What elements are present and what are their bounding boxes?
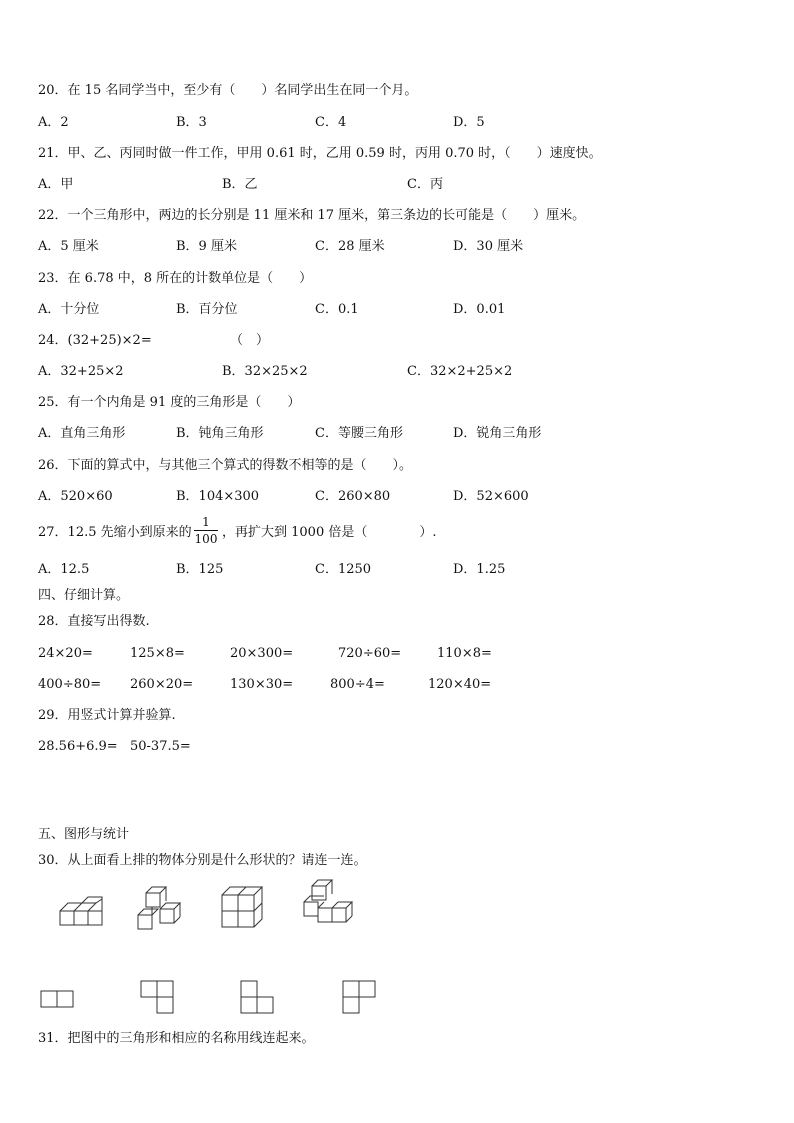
q20-option-b: B．3 (176, 115, 207, 130)
section-5-title: 五、图形与统计 (38, 827, 130, 842)
q29-item-1: 28.56+6.9= (38, 739, 118, 754)
q28-row1-item-4: 720÷60= (338, 646, 402, 661)
q26-option-b: B．104×300 (176, 489, 260, 504)
q28-row2-item-5: 120×40= (428, 677, 492, 692)
q23-option-b: B．百分位 (176, 302, 238, 317)
q26-option-a: A．520×60 (38, 489, 113, 504)
top-view-shape-3 (240, 980, 276, 1016)
cube-figure-4 (298, 878, 354, 934)
question-27-stem-before: 27．12.5 先缩小到原来的 (38, 525, 192, 540)
q27-option-c: C．1250 (315, 562, 372, 577)
q28-row2-item-4: 800÷4= (330, 677, 385, 692)
q25-option-d: D．锐角三角形 (453, 426, 542, 441)
q26-option-c: C．260×80 (315, 489, 391, 504)
q23-option-d: D．0.01 (453, 302, 506, 317)
question-27-stem-after: ，再扩大到 1000 倍是（ ）. (222, 525, 437, 540)
question-22-stem: 22．一个三角形中，两边的长分别是 11 厘米和 17 厘米，第三条边的长可能是（ ）厘米。 (38, 208, 586, 223)
q27-option-a: A．12.5 (38, 562, 90, 577)
q27-option-d: D．1.25 (453, 562, 506, 577)
q20-option-a: A．2 (38, 115, 69, 130)
q25-option-c: C．等腰三角形 (315, 426, 403, 441)
question-30-stem: 30．从上面看上排的物体分别是什么形状的？请连一连。 (38, 853, 367, 868)
fraction-numerator: 1 (202, 515, 210, 529)
q24-option-c: C．32×2+25×2 (407, 364, 513, 379)
q23-option-c: C．0.1 (315, 302, 359, 317)
q28-row2-item-2: 260×20= (130, 677, 194, 692)
question-28-stem: 28．直接写出得数. (38, 614, 150, 629)
top-view-shape-1 (40, 990, 76, 1008)
q28-row2-item-1: 400÷80= (38, 677, 102, 692)
q21-option-b: B．乙 (222, 177, 258, 192)
section-4-title: 四、仔细计算。 (38, 588, 130, 603)
q28-row1-item-5: 110×8= (437, 646, 492, 661)
question-24-stem: 24．(32+25)×2= (38, 333, 152, 348)
q23-option-a: A．十分位 (38, 302, 100, 317)
cube-figure-1 (56, 895, 106, 933)
fraction-one-hundredth (194, 515, 218, 546)
q25-option-b: B．钝角三角形 (176, 426, 264, 441)
cube-figure-2 (136, 885, 188, 935)
q20-option-d: D．5 (453, 115, 485, 130)
fraction-bar (194, 530, 218, 531)
question-26-stem: 26．下面的算式中，与其他三个算式的得数不相等的是（ ）。 (38, 458, 413, 473)
q24-option-b: B．32×25×2 (222, 364, 308, 379)
q22-option-d: D．30 厘米 (453, 239, 524, 254)
question-25-stem: 25．有一个内角是 91 度的三角形是（ ） (38, 395, 301, 410)
q22-option-a: A．5 厘米 (38, 239, 99, 254)
q28-row1-item-2: 125×8= (130, 646, 185, 661)
q22-option-b: B．9 厘米 (176, 239, 237, 254)
question-23-stem: 23．在 6.78 中，8 所在的计数单位是（ ） (38, 271, 313, 286)
question-20-stem: 20．在 15 名同学当中，至少有（ ）名同学出生在同一个月。 (38, 83, 418, 98)
top-view-shape-4 (342, 980, 378, 1016)
q24-blank: （ ） (230, 333, 270, 348)
question-21-stem: 21．甲、乙、丙同时做一件工作，甲用 0.61 时，乙用 0.59 时，丙用 0.70 时，（ ）速度快。 (38, 146, 602, 161)
q21-option-c: C．丙 (407, 177, 443, 192)
top-view-shape-2 (140, 980, 176, 1016)
q28-row1-item-1: 24×20= (38, 646, 93, 661)
q24-option-a: A．32+25×2 (38, 364, 124, 379)
question-29-stem: 29．用竖式计算并验算. (38, 708, 176, 723)
cube-figure-3 (220, 885, 268, 933)
question-31-stem: 31．把图中的三角形和相应的名称用线连起来。 (38, 1031, 315, 1046)
q25-option-a: A．直角三角形 (38, 426, 126, 441)
q27-option-b: B．125 (176, 562, 224, 577)
q22-option-c: C．28 厘米 (315, 239, 385, 254)
q29-item-2: 50-37.5= (130, 739, 191, 754)
q21-option-a: A．甲 (38, 177, 74, 192)
q26-option-d: D．52×600 (453, 489, 529, 504)
fraction-denominator: 100 (194, 532, 218, 546)
q28-row1-item-3: 20×300= (230, 646, 294, 661)
q20-option-c: C．4 (315, 115, 347, 130)
q28-row2-item-3: 130×30= (230, 677, 294, 692)
